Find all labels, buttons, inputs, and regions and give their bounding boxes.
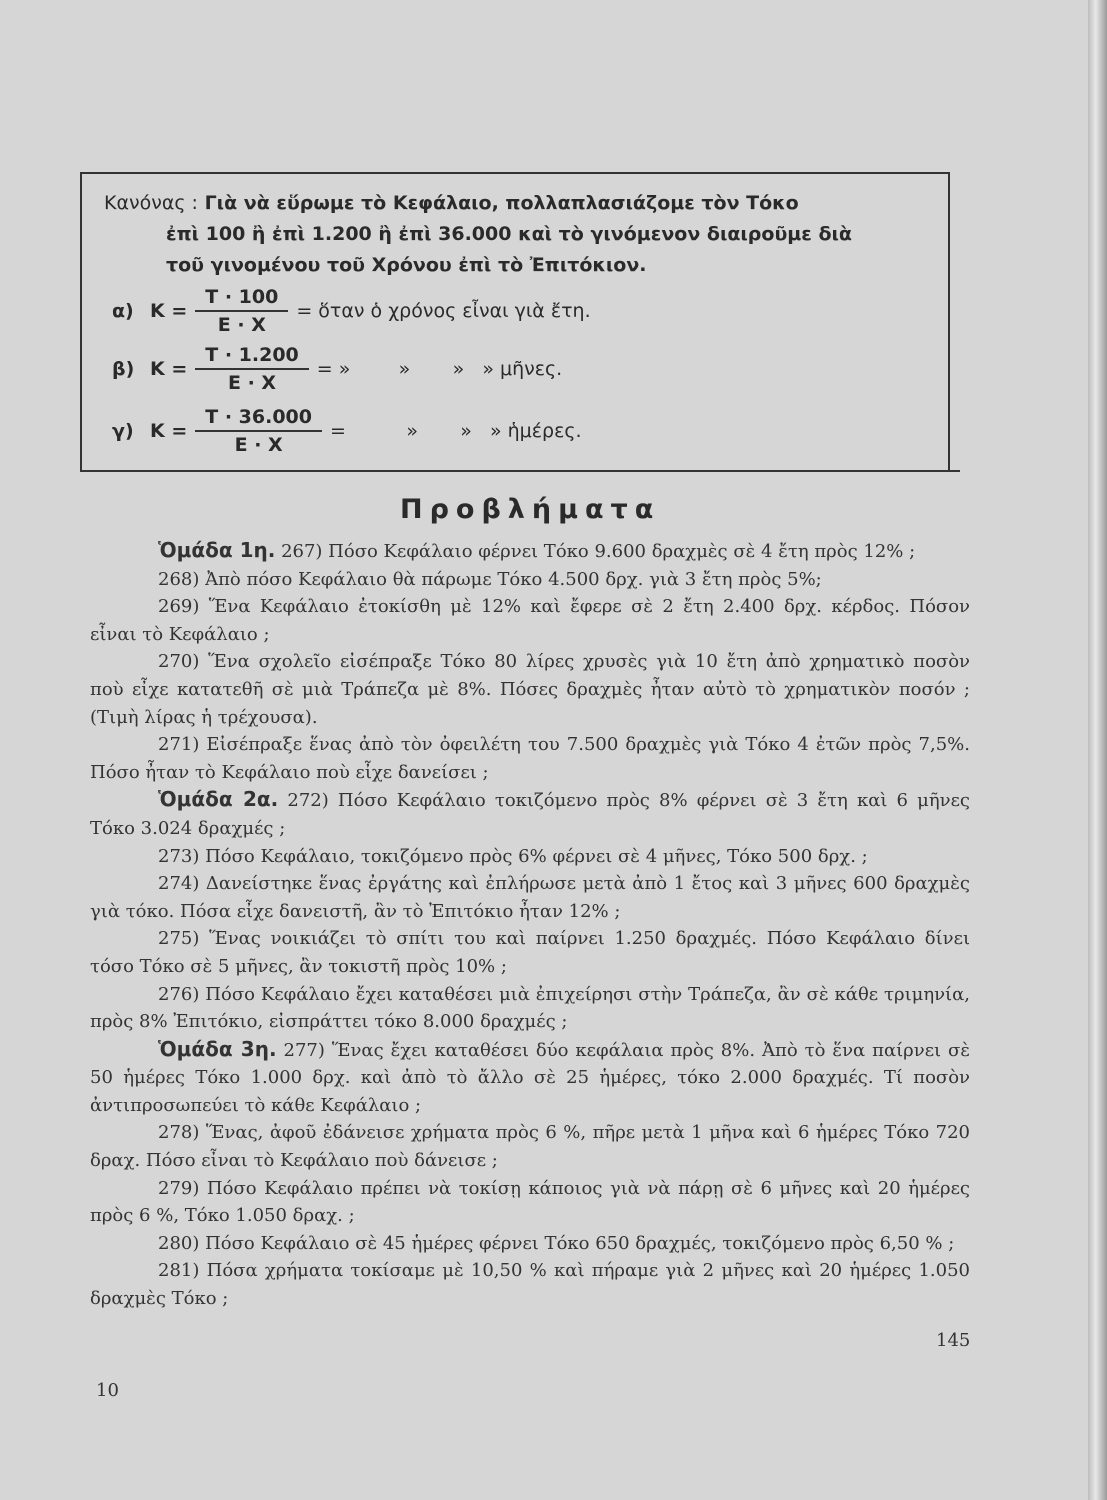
page-number: 145 bbox=[936, 1330, 971, 1351]
rule-statement bbox=[104, 188, 934, 281]
problem-text: 274) Δανείστηκε ἕνας ἐργάτης καὶ ἐπλήρωσε μετὰ ἀπὸ 1 ἔτος καὶ 3 μῆνες 600 δραχμὲς γιὰ τόκο. Πόσα εἶχε δανειστῆ, ἂν τὸ Ἐπιτόκιο ἦταν 12% ; bbox=[90, 873, 970, 922]
problem-text: 276) Πόσο Κεφάλαιο ἔχει καταθέσει μιὰ ἐπιχείρησι στὴν Τράπεζα, ἂν σὲ κάθε τριμηνία, πρὸς 8% Ἐπιτόκιο, εἰσπράττει τόκο 8.000 δραχμές ; bbox=[90, 983, 970, 1033]
rule-frame-bottom bbox=[80, 470, 960, 472]
problem-text: 268) Ἀπὸ πόσο Κεφάλαιο θὰ πάρωμε Τόκο 4.500 δρχ. γιὰ 3 ἔτη πρὸς 5%; bbox=[158, 568, 822, 590]
formula-label: α) bbox=[112, 300, 134, 322]
rule-line-2: ἐπὶ 100 ἢ ἐπὶ 1.200 ἢ ἐπὶ 36.000 καὶ τὸ γινόμενον διαιροῦμε διὰ bbox=[166, 223, 852, 245]
problem-text: 270) Ἕνα σχολεῖο εἰσέπραξε Τόκο 80 λίρες χρυσὲς γιὰ 10 ἔτη ἀπὸ χρηματικὸ ποσὸν ποὺ εἶχε κατατεθῆ σὲ μιὰ Τράπεζα μὲ 8%. Πόσες δραχμὲς ἦταν αὐτὸ τὸ χρηματικὸν ποσόν ; (Τιμὴ λίρας ἡ τρέχουσα). bbox=[90, 651, 970, 728]
problem-paragraph bbox=[90, 731, 970, 786]
formula-label: γ) bbox=[112, 420, 134, 442]
formula-alpha bbox=[112, 284, 591, 338]
formula-tail: = ὅταν ὁ χρόνος εἶναι γιὰ ἔτη. bbox=[296, 300, 591, 322]
group-heading: Ὁμάδα 2α. bbox=[158, 787, 279, 812]
signature-mark: 10 bbox=[96, 1380, 119, 1401]
problem-text: 271) Εἰσέπραξε ἕνας ἀπὸ τὸν ὀφειλέτη του 7.500 δραχμὲς γιὰ Τόκο 4 ἐτῶν πρὸς 7,5%. Πόσο ἦταν τὸ Κεφάλαιο ποὺ εἶχε δανείσει ; bbox=[90, 734, 970, 783]
problem-text: 277) Ἕνας ἔχει καταθέσει δύο κεφάλαια πρὸς 8%. Ἀπὸ τὸ ἕνα παίρνει σὲ 50 ἡμέρες Τόκο 1.000 δρχ. καὶ ἀπὸ τὸ ἄλλο σὲ 25 ἡμέρες, τόκο 2.000 δραχμές. Τί ποσὸν ἀντιπροσωπεύει τὸ κάθε Κεφάλαιο ; bbox=[90, 1039, 970, 1116]
formula-label: β) bbox=[112, 358, 135, 380]
problem-text: 275) Ἕνας νοικιάζει τὸ σπίτι του καὶ παίρνει 1.250 δραχμές. Πόσο Κεφάλαιο δίνει τόσο Τόκο σὲ 5 μῆνες, ἂν τοκιστῆ πρὸς 10% ; bbox=[90, 928, 970, 977]
problem-paragraph bbox=[90, 925, 970, 980]
problem-text: 273) Πόσο Κεφάλαιο, τοκιζόμενο πρὸς 6% φέρνει σὲ 4 μῆνες, Τόκο 500 δρχ. ; bbox=[158, 845, 868, 867]
problem-text: 280) Πόσο Κεφάλαιο σὲ 45 ἡμέρες φέρνει Τόκο 650 δραχμές, τοκιζόμενο πρὸς 6,50 % ; bbox=[158, 1232, 955, 1254]
rule-label: Κανόνας : bbox=[104, 192, 198, 214]
problem-text: 278) Ἕνας, ἀφοῦ ἐδάνεισε χρήματα πρὸς 6 %, πῆρε μετὰ 1 μῆνα καὶ 6 ἡμέρες Τόκο 720 δραχ. Πόσο εἶναι τὸ Κεφάλαιο ποὺ δάνεισε ; bbox=[90, 1122, 970, 1172]
section-title: Προβλήματα bbox=[400, 494, 661, 525]
problem-paragraph bbox=[90, 843, 970, 871]
problem-paragraph bbox=[90, 1036, 970, 1120]
formula-beta bbox=[112, 342, 562, 396]
formula-fraction bbox=[195, 284, 288, 338]
problem-paragraph bbox=[90, 981, 970, 1036]
problem-paragraph bbox=[90, 648, 970, 731]
problem-text: 269) Ἕνα Κεφάλαιο ἐτοκίσθη μὲ 12% καὶ ἔφερε σὲ 2 ἔτη 2.400 δρχ. κέρδος. Πόσον εἶναι τὸ Κεφάλαιο ; bbox=[90, 596, 970, 645]
formula-denominator: E · X bbox=[227, 372, 277, 394]
formula-numerator: T · 100 bbox=[195, 284, 288, 312]
formula-lhs: K = bbox=[150, 420, 188, 442]
problem-paragraph bbox=[90, 786, 970, 842]
problems-list bbox=[90, 537, 970, 1313]
formula-numerator: T · 1.200 bbox=[195, 342, 309, 370]
formula-denominator: E · X bbox=[217, 314, 266, 336]
formula-lhs: K = bbox=[150, 300, 188, 322]
group-heading: Ὁμάδα 1η. bbox=[158, 538, 276, 562]
problem-paragraph bbox=[90, 593, 970, 648]
problem-paragraph bbox=[90, 566, 970, 594]
problem-text: 281) Πόσα χρήματα τοκίσαμε μὲ 10,50 % καὶ πήραμε γιὰ 2 μῆνες καὶ 20 ἡμέρες 1.050 δραχμὲς Τόκο ; bbox=[90, 1260, 970, 1310]
problem-paragraph bbox=[90, 1175, 970, 1230]
problem-text: 279) Πόσο Κεφάλαιο πρέπει νὰ τοκίσῃ κάποιος γιὰ νὰ πάρῃ σὲ 6 μῆνες καὶ 20 ἡμέρες πρὸς 6 %, Τόκο 1.050 δραχ. ; bbox=[90, 1177, 970, 1227]
problem-text: 267) Πόσο Κεφάλαιο φέρνει Τόκο 9.600 δραχμὲς σὲ 4 ἔτη πρὸς 12% ; bbox=[281, 541, 916, 562]
problem-paragraph bbox=[90, 870, 970, 925]
formula-denominator: E · X bbox=[234, 434, 283, 456]
rule-line-1: Γιὰ νὰ εὕρωμε τὸ Κεφάλαιο, πολλαπλασιάζομε τὸν Τόκο bbox=[204, 192, 799, 214]
formula-tail: = » » » » μῆνες. bbox=[316, 358, 563, 380]
formula-gamma bbox=[112, 404, 582, 458]
problem-paragraph bbox=[90, 537, 970, 566]
group-heading: Ὁμάδα 3η. bbox=[158, 1036, 277, 1061]
formula-fraction bbox=[195, 342, 309, 396]
formula-tail: = » » » ἡμέρες. bbox=[330, 420, 582, 442]
page-edge bbox=[1088, 0, 1107, 1500]
formula-lhs: K = bbox=[150, 358, 188, 380]
rule-line-3: τοῦ γινομένου τοῦ Χρόνου ἐπὶ τὸ Ἐπιτόκιον. bbox=[166, 254, 647, 276]
problem-paragraph bbox=[90, 1230, 970, 1258]
formula-numerator: T · 36.000 bbox=[195, 404, 322, 432]
problem-paragraph bbox=[90, 1257, 970, 1312]
problem-paragraph bbox=[90, 1119, 970, 1174]
problem-text: 272) Πόσο Κεφάλαιο τοκιζόμενο πρὸς 8% φέρνει σὲ 3 ἔτη καὶ 6 μῆνες Τόκο 3.024 δραχμές ; bbox=[90, 790, 970, 839]
formula-fraction bbox=[195, 404, 322, 458]
